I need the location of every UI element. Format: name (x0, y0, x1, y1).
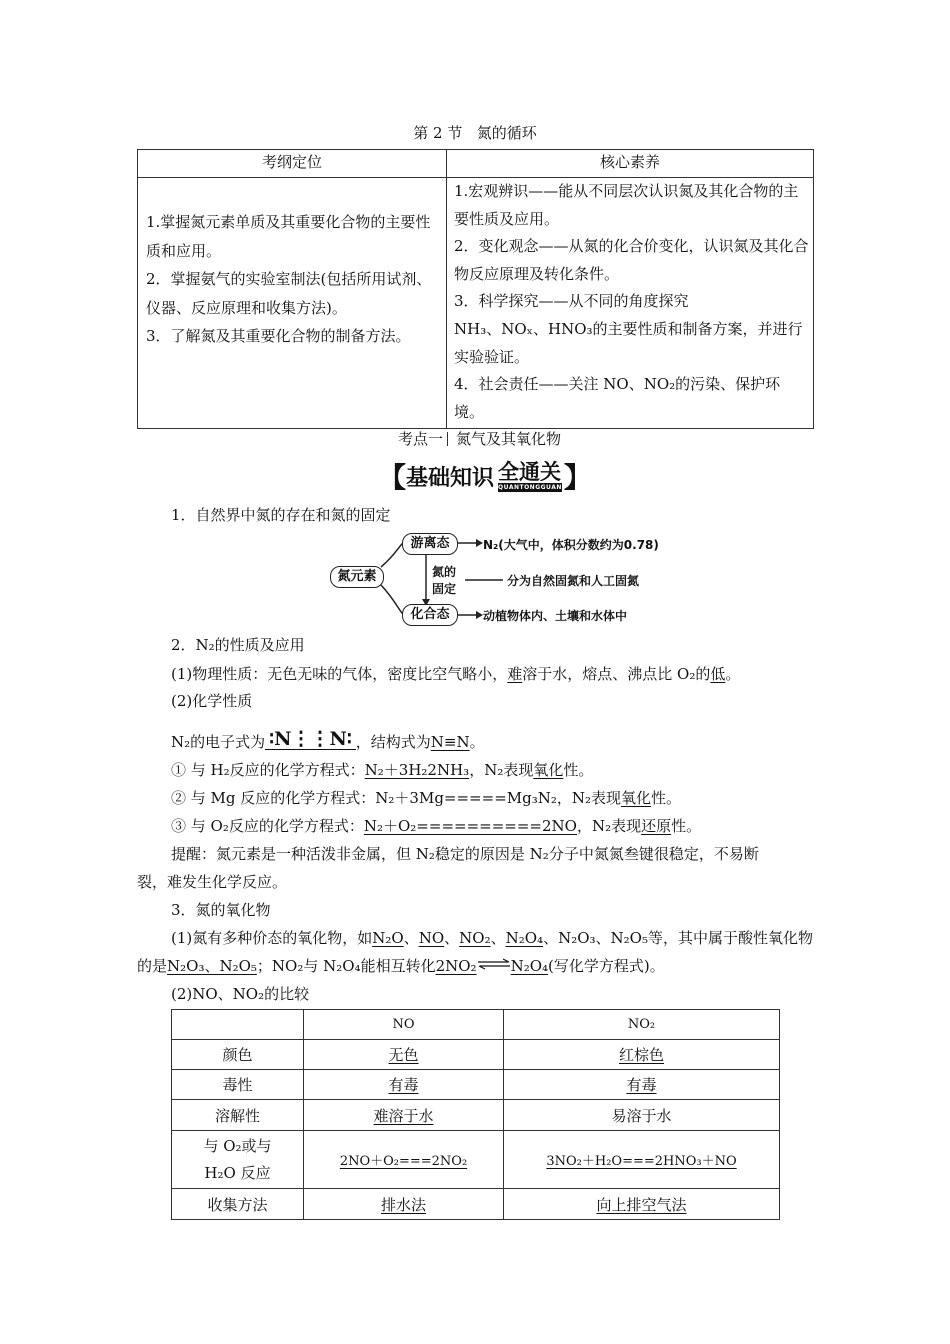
fix-label-line: 氮的 (432, 565, 457, 579)
text-run: N₂的电子式为 (171, 733, 266, 751)
outline-item: 1.掌握氮元素单质及其重要化合物的主要性质和应用。 (146, 213, 431, 260)
answer-blank: N₂O₄ (510, 957, 549, 975)
basic-knowledge-banner (378, 458, 592, 494)
answer-blank: 3NO₂＋H₂O===2HNO₃＋NO (546, 1154, 737, 1169)
table-row (172, 1040, 780, 1070)
diagram-node-free: 游离态 (402, 533, 458, 555)
text-run: ，结构式为 (355, 733, 431, 751)
equation: N₂＋3Mg=====Mg₃N₂ (375, 789, 557, 807)
answer-blank: 2NO₂ (435, 957, 477, 975)
table-cell (304, 1070, 504, 1100)
row-label: 收集方法 (172, 1189, 304, 1220)
text-run: 性。 (651, 789, 682, 807)
topic-name: 氮气及其氧化物 (456, 430, 562, 448)
text-run: ② 与 Mg 反应的化学方程式： (171, 789, 376, 807)
answer-blank: 无色 (388, 1046, 419, 1064)
electron-formula: ∶N⋮⋮N∶ (265, 729, 356, 750)
left-bracket: 【 (378, 461, 407, 494)
diagram-fix-desc: 分为自然固氮和人工固氮 (507, 574, 640, 588)
electron-formula-line (171, 729, 485, 752)
table-cell (304, 1131, 504, 1189)
diagram-node-root: 氮元素 (330, 566, 384, 588)
text-run: 等，其中属于酸性氧化物 (648, 929, 814, 947)
table-cell (504, 1131, 780, 1189)
header-outline: 考纲定位 (261, 153, 322, 171)
literacy-item: 2．变化观念——从氮的化合价变化，认识氮及其化合物反应原理及转化条件。 (454, 237, 809, 283)
reminder-line: 裂，难发生化学反应。 (137, 873, 288, 891)
topic-heading (398, 428, 561, 449)
reminder-line: 提醒：氮元素是一种活泼非金属，但 N₂稳定的原因是 N₂分子中氮氮叁键很稳定，不易断 (171, 845, 759, 863)
text-run: ③ 与 O₂反应的化学方程式： (171, 817, 364, 835)
diagram-combined-desc: 动植物体内、土壤和水体中 (483, 609, 628, 623)
table-cell (504, 1040, 780, 1070)
text-run: ，N₂表现 (576, 817, 642, 835)
text-run: 溶于水，熔点、沸点比 O₂的 (522, 665, 711, 683)
answer-blank: 2NO＋O₂===2NO₂ (339, 1154, 468, 1169)
row-label: 毒性 (172, 1070, 304, 1100)
reaction-line (171, 815, 701, 836)
answer-blank: N₂＋3H₂2NH₃ (364, 761, 470, 779)
answer-blank: 氧化 (533, 761, 564, 779)
banner-text: 基础知识 (406, 465, 495, 491)
literacy-item: 4．社会责任——关注 NO、NO₂的污染、保护环境。 (454, 375, 781, 421)
text-run: ，N₂表现 (469, 761, 534, 779)
answer-blank: 红棕色 (618, 1046, 664, 1064)
text-run: 性。 (563, 761, 594, 779)
table-header: NO₂ (504, 1010, 780, 1040)
topic-label: 考点一 (398, 430, 444, 448)
text-run: 。 (469, 733, 485, 751)
outline-item: 3．了解氮及其重要化合物的制备方法。 (146, 327, 411, 345)
answer-blank: N₂O₃、N₂O₅ (167, 957, 257, 975)
header-literacy: 核心素养 (599, 153, 660, 171)
table-cell (504, 1070, 780, 1100)
table-cell (504, 1189, 780, 1220)
table-cell: 易溶于水 (504, 1100, 780, 1131)
answer-blank: 氧化 (621, 789, 652, 807)
table-header-row (172, 1010, 780, 1040)
stamp-text: 全通关 (498, 459, 562, 484)
section-heading: 1．自然界中氮的存在和氮的固定 (171, 506, 391, 524)
chemical-properties-heading: (2)化学性质 (171, 692, 253, 710)
table-cell (304, 1040, 504, 1070)
text-run: 性。 (671, 817, 702, 835)
section-number: 第 2 节 (413, 124, 463, 142)
reaction-line (171, 759, 593, 780)
text-run: ，N₂表现 (556, 789, 622, 807)
text-run: (1)物理性质：无色无味的气体，密度比空气略小， (171, 665, 508, 683)
outline-table (137, 149, 814, 429)
no-no2-comparison-table (171, 1009, 780, 1220)
text-run: ；NO₂与 N₂O₄能相互转化 (256, 957, 436, 975)
answer-blank: 难 (507, 665, 523, 683)
row-label: 颜色 (172, 1040, 304, 1070)
text-run: (写化学方程式)。 (548, 957, 665, 975)
diagram-free-desc: N₂(大气中，体积分数约为0.78) (483, 538, 659, 552)
answer-blank: 向上排空气法 (596, 1195, 687, 1214)
reversible-arrow-icon (477, 956, 511, 968)
table-cell (172, 1010, 304, 1040)
outline-item: 2．掌握氨气的实验室制法(包括所用试剂、仪器、反应原理和收集方法)。 (146, 270, 432, 317)
table-row (172, 1100, 780, 1131)
table-cell (304, 1189, 504, 1220)
oxides-line: (1)氮有多种价态的氧化物，如N₂O、NO、NO₂、N₂O₄、N₂O₃、N₂O₅等，其中属于酸性氧化物 (171, 929, 814, 947)
outline-list (146, 208, 436, 351)
text-run: 的是 (137, 957, 168, 975)
literacy-list (454, 178, 809, 426)
right-bracket: 】 (563, 461, 592, 494)
page-title (0, 122, 950, 143)
answer-blank: N≡N (430, 733, 470, 751)
table-cell (304, 1100, 504, 1131)
text-run: ① 与 H₂反应的化学方程式： (171, 761, 365, 779)
stamp-pinyin: QUANTONGGUAN (498, 483, 562, 491)
answer-blank: 有毒 (388, 1076, 419, 1094)
section-heading: 3．氮的氧化物 (171, 901, 271, 919)
answer-blank: N₂O (372, 929, 404, 947)
answer-blank: 难溶于水 (373, 1106, 434, 1125)
answer-blank: NO₂ (459, 929, 491, 947)
table-row (172, 1070, 780, 1100)
diagram-fix-label (432, 564, 456, 598)
table-divider (446, 150, 447, 428)
compare-heading: (2)NO、NO₂的比较 (171, 985, 310, 1003)
row-label: 与 O₂或与 H₂O 反应 (172, 1131, 304, 1189)
fix-label-line: 固定 (432, 582, 457, 596)
text-run: (1)氮有多种价态的氧化物，如 (171, 929, 373, 947)
text-run: 。 (725, 665, 741, 683)
answer-blank: 有毒 (626, 1076, 657, 1094)
literacy-item: 1.宏观辨识——能从不同层次认识氮及其化合物的主要性质及应用。 (454, 182, 799, 228)
oxides-line (137, 955, 665, 976)
diagram-node-combined: 化合态 (402, 604, 458, 626)
literacy-item: NH₃、NOₓ、HNO₃的主要性质和制备方案，并进行实验验证。 (454, 319, 803, 366)
banner-stamp (498, 461, 562, 492)
row-label: 溶解性 (172, 1100, 304, 1131)
physical-properties (171, 663, 740, 684)
answer-blank: 还原 (641, 817, 672, 835)
reaction-line (171, 787, 681, 808)
oxide: N₂O₃ (558, 929, 596, 947)
section-heading: 2．N₂的性质及应用 (171, 636, 305, 654)
table-header: NO (304, 1010, 504, 1040)
table-row (172, 1189, 780, 1220)
answer-blank: 低 (710, 665, 726, 683)
answer-blank: NO (418, 929, 445, 947)
literacy-item: 3．科学探究——从不同的角度探究 (454, 292, 689, 311)
answer-blank: N₂＋O₂==========2NO (363, 817, 577, 835)
oxide: N₂O₅ (610, 929, 648, 947)
section-name: 氮的循环 (476, 124, 537, 142)
answer-blank: N₂O₄ (505, 929, 544, 947)
table-row (172, 1131, 780, 1189)
answer-blank: 排水法 (380, 1195, 426, 1214)
